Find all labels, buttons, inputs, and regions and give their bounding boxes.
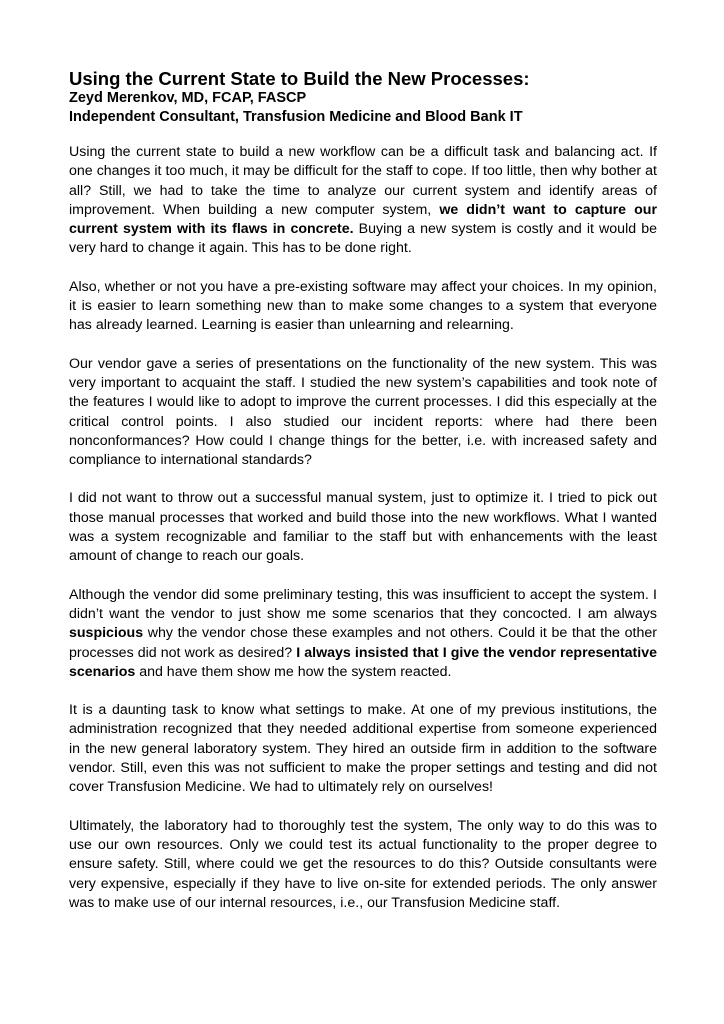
paragraph-2	[69, 278, 657, 336]
document-page	[69, 68, 657, 932]
paragraph-7	[69, 817, 657, 913]
paragraph-3	[69, 355, 657, 471]
document-body	[69, 143, 657, 913]
paragraph-6	[69, 701, 657, 797]
paragraph-1	[69, 143, 657, 259]
text-run: Although the vendor did some preliminary testing, this was insufficient to accept the system. I didn’t want the vendor to just show me some scenarios that they concocted. I am always	[69, 586, 657, 622]
text-run: Also, whether or not you have a pre-existing software may affect your choices. In my opinion, it is easier to learn something new than to make some changes to a system that everyone has already learned. Learning is easier than unlearning and relearning.	[69, 278, 657, 334]
text-run: It is a daunting task to know what settings to make. At one of my previous institutions, the administration recognized that they needed additional expertise from someone experienced in the new general laboratory system. They hired an outside firm in addition to the software vendor. Still, even this was not sufficient to make the proper settings and testing and did not cover Transfusion Medicine. We had to ultimately rely on ourselves!	[69, 702, 657, 796]
text-run: I did not want to throw out a successful manual system, just to optimize it. I tried to pick out those manual processes that worked and build those into the new workflows. What I wanted was a system recognizable and familiar to the staff but with enhancements with the least amount of change to reach our goals.	[69, 490, 657, 565]
affiliation-line: Independent Consultant, Transfusion Medicine and Blood Bank IT	[69, 109, 523, 125]
bold-text-run: we didn’t want to capture our current system with its flaws in concrete.	[69, 201, 657, 238]
paragraph-5	[69, 586, 657, 682]
document-title: Using the Current State to Build the New Processes:	[69, 68, 530, 89]
text-run: Ultimately, the laboratory had to thoroughly test the system, The only way to do this was to use our own resources. Only we could test its actual functionality to the proper degree to ensure safety. Still, where could we get the resources to do this? Outside consultants were very expensive, especially if they have to live on-site for extended periods. The only answer was to make use of our internal resources, i.e., our Transfusion Medicine staff.	[69, 817, 657, 911]
text-run: Buying a new system is costly and it would be very hard to change it again. This has to be done right.	[69, 221, 657, 257]
text-run: and have them show me how the system reacted.	[135, 663, 452, 680]
text-run: Our vendor gave a series of presentations on the functionality of the new system. This was very important to acquaint the staff. I studied the new system’s capabilities and took note of the features I would like to adopt to improve the current processes. I did this especially at the critical control points. I also studied our incident reports: where had there been nonconformances? How could I change things for the better, i.e. with increased safety and compliance to international standards?	[69, 355, 657, 469]
bold-text-run: I always insisted that I give the vendor representative scenarios	[69, 644, 658, 680]
author-line: Zeyd Merenkov, MD, FCAP, FASCP	[69, 90, 307, 106]
bold-text-run: suspicious	[69, 625, 144, 642]
paragraph-4	[69, 489, 657, 566]
text-run: why the vendor chose these examples and not others. Could it be that the other processes did not work as desired?	[69, 625, 657, 661]
text-run: Using the current state to build a new workflow can be a difficult task and balancing act. If one changes it too much, it may be difficult for the staff to cope. If too little, then why bother at all? Still, we had to take the time to analyze our current system and identify areas of improvement. When building a new computer system,	[69, 144, 657, 218]
